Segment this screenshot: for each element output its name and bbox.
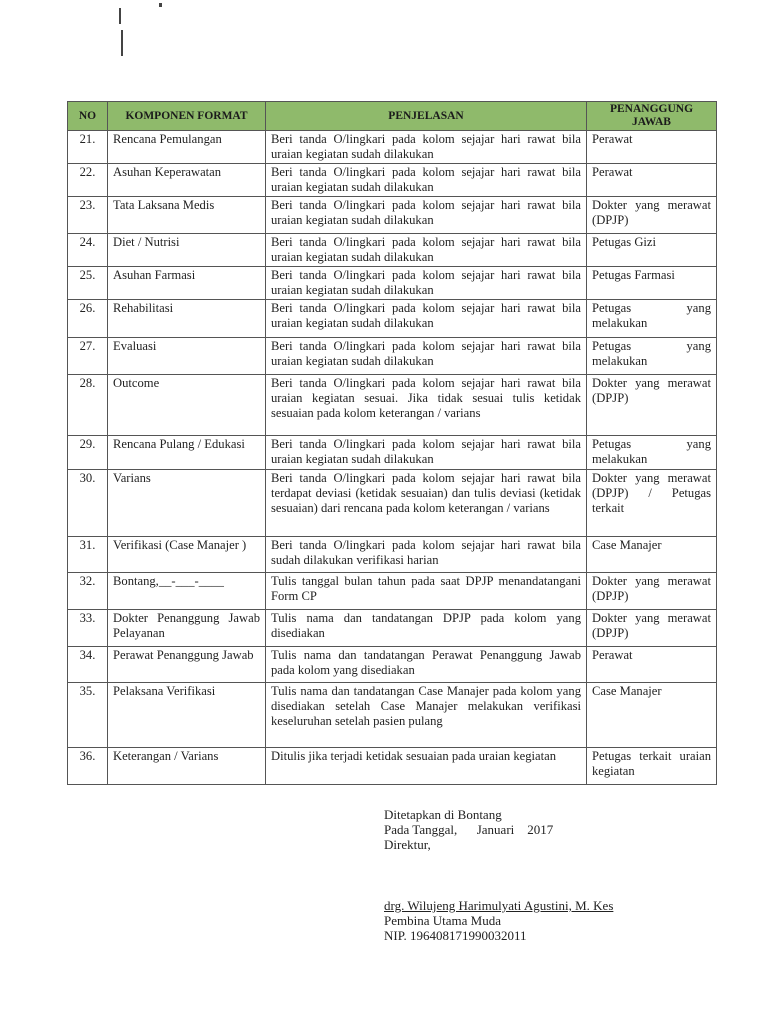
signature-date: Pada Tanggal, Januari 2017 <box>384 822 554 837</box>
table-row <box>68 436 717 470</box>
row-komponen: Evaluasi <box>108 338 266 375</box>
row-komponen: Verifikasi (Case Manajer ) <box>108 537 266 573</box>
row-penjelasan: Beri tanda O/lingkari pada kolom sejajar hari rawat bila uraian kegiatan sudah dilakukan <box>266 197 587 234</box>
row-number: 25. <box>68 267 108 300</box>
row-komponen: Outcome <box>108 375 266 436</box>
row-number: 24. <box>68 234 108 267</box>
row-number: 29. <box>68 436 108 470</box>
row-penanggung-jawab: Dokter yang merawat (DPJP) <box>587 375 717 436</box>
signatory-name: drg. Wilujeng Harimulyati Agustini, M. Kes <box>384 898 614 913</box>
row-komponen: Keterangan / Varians <box>108 748 266 785</box>
header-penanggung-jawab: PENANGGUNG JAWAB <box>587 102 717 131</box>
table-row <box>68 610 717 647</box>
table-row <box>68 164 717 197</box>
table-header-row <box>68 102 717 131</box>
row-number: 31. <box>68 537 108 573</box>
row-number: 21. <box>68 131 108 164</box>
table-row <box>68 748 717 785</box>
row-penanggung-jawab: Perawat <box>587 647 717 683</box>
row-penanggung-jawab: Case Manajer <box>587 537 717 573</box>
row-penjelasan: Beri tanda O/lingkari pada kolom sejajar hari rawat bila uraian kegiatan sudah dilakukan <box>266 338 587 375</box>
row-number: 28. <box>68 375 108 436</box>
signatory-rank: Pembina Utama Muda <box>384 913 501 928</box>
row-penanggung-jawab: Dokter yang merawat (DPJP) <box>587 573 717 610</box>
row-penjelasan: Ditulis jika terjadi ketidak sesuaian pada uraian kegiatan <box>266 748 587 785</box>
row-penanggung-jawab: Dokter yang merawat (DPJP) / Petugas terkait <box>587 470 717 537</box>
row-number: 26. <box>68 300 108 338</box>
row-penanggung-jawab: Petugas terkait uraian kegiatan <box>587 748 717 785</box>
row-penanggung-jawab: Petugas Farmasi <box>587 267 717 300</box>
row-number: 22. <box>68 164 108 197</box>
scan-mark <box>121 30 123 56</box>
row-penanggung-jawab: Perawat <box>587 131 717 164</box>
row-penanggung-jawab: Petugas yang melakukan <box>587 300 717 338</box>
row-komponen: Tata Laksana Medis <box>108 197 266 234</box>
row-number: 33. <box>68 610 108 647</box>
header-penjelasan: PENJELASAN <box>266 102 587 131</box>
table-row <box>68 470 717 537</box>
table-row <box>68 573 717 610</box>
row-komponen: Asuhan Keperawatan <box>108 164 266 197</box>
row-number: 34. <box>68 647 108 683</box>
signature-title: Direktur, <box>384 837 431 852</box>
table-row <box>68 267 717 300</box>
row-komponen: Dokter Penanggung Jawab Pelayanan <box>108 610 266 647</box>
row-penanggung-jawab: Petugas yang melakukan <box>587 338 717 375</box>
row-komponen: Varians <box>108 470 266 537</box>
row-penanggung-jawab: Dokter yang merawat (DPJP) <box>587 610 717 647</box>
table-row <box>68 683 717 748</box>
row-komponen: Perawat Penanggung Jawab <box>108 647 266 683</box>
row-number: 30. <box>68 470 108 537</box>
row-komponen: Rehabilitasi <box>108 300 266 338</box>
row-penanggung-jawab: Petugas yang melakukan <box>587 436 717 470</box>
scan-mark <box>119 8 121 24</box>
table-row <box>68 234 717 267</box>
row-penjelasan: Tulis nama dan tandatangan DPJP pada kolom yang disediakan <box>266 610 587 647</box>
row-penjelasan: Tulis nama dan tandatangan Perawat Penanggung Jawab pada kolom yang disediakan <box>266 647 587 683</box>
clinical-pathway-table <box>67 101 717 785</box>
row-komponen: Asuhan Farmasi <box>108 267 266 300</box>
header-no: NO <box>68 102 108 131</box>
row-penanggung-jawab: Petugas Gizi <box>587 234 717 267</box>
signatory-block <box>384 898 613 943</box>
row-penjelasan: Beri tanda O/lingkari pada kolom sejajar hari rawat bila sudah dilakukan verifikasi harian <box>266 537 587 573</box>
table-row <box>68 300 717 338</box>
signature-block <box>384 807 553 852</box>
row-penjelasan: Beri tanda O/lingkari pada kolom sejajar hari rawat bila uraian kegiatan sudah dilakukan <box>266 234 587 267</box>
row-number: 35. <box>68 683 108 748</box>
row-penjelasan: Beri tanda O/lingkari pada kolom sejajar hari rawat bila uraian kegiatan sudah dilakukan <box>266 164 587 197</box>
row-number: 23. <box>68 197 108 234</box>
row-penjelasan: Beri tanda O/lingkari pada kolom sejajar hari rawat bila uraian kegiatan sudah dilakukan <box>266 300 587 338</box>
scan-mark <box>159 3 162 7</box>
row-penjelasan: Tulis tanggal bulan tahun pada saat DPJP menandatangani Form CP <box>266 573 587 610</box>
row-penjelasan: Beri tanda O/lingkari pada kolom sejajar hari rawat bila uraian kegiatan sudah dilakukan <box>266 131 587 164</box>
table-row <box>68 131 717 164</box>
table-row <box>68 647 717 683</box>
row-number: 27. <box>68 338 108 375</box>
row-penjelasan: Beri tanda O/lingkari pada kolom sejajar hari rawat bila uraian kegiatan sudah dilakukan <box>266 267 587 300</box>
row-komponen: Rencana Pulang / Edukasi <box>108 436 266 470</box>
row-penanggung-jawab: Case Manajer <box>587 683 717 748</box>
signatory-nip: NIP. 196408171990032011 <box>384 928 527 943</box>
row-komponen: Bontang,__-___-____ <box>108 573 266 610</box>
table-row <box>68 537 717 573</box>
signature-place: Ditetapkan di Bontang <box>384 807 502 822</box>
header-komponen: KOMPONEN FORMAT <box>108 102 266 131</box>
row-penjelasan: Beri tanda O/lingkari pada kolom sejajar hari rawat bila terdapat deviasi (ketidak sesuaian) dan tulis deviasi (ketidak sesuaian) dari rencana pada kolom keterangan / varians <box>266 470 587 537</box>
row-penanggung-jawab: Dokter yang merawat (DPJP) <box>587 197 717 234</box>
row-penjelasan: Beri tanda O/lingkari pada kolom sejajar hari rawat bila uraian kegiatan sesuai. Jika tidak sesuai tulis ketidak sesuaian pada kolom keterangan / varians <box>266 375 587 436</box>
row-penanggung-jawab: Perawat <box>587 164 717 197</box>
row-komponen: Diet / Nutrisi <box>108 234 266 267</box>
row-number: 32. <box>68 573 108 610</box>
row-komponen: Pelaksana Verifikasi <box>108 683 266 748</box>
table-row <box>68 197 717 234</box>
table-row <box>68 375 717 436</box>
table-row <box>68 338 717 375</box>
row-penjelasan: Beri tanda O/lingkari pada kolom sejajar hari rawat bila uraian kegiatan sudah dilakukan <box>266 436 587 470</box>
row-number: 36. <box>68 748 108 785</box>
row-penjelasan: Tulis nama dan tandatangan Case Manajer pada kolom yang disediakan setelah Case Manajer melakukan verifikasi keseluruhan setelah pasien pulang <box>266 683 587 748</box>
row-komponen: Rencana Pemulangan <box>108 131 266 164</box>
